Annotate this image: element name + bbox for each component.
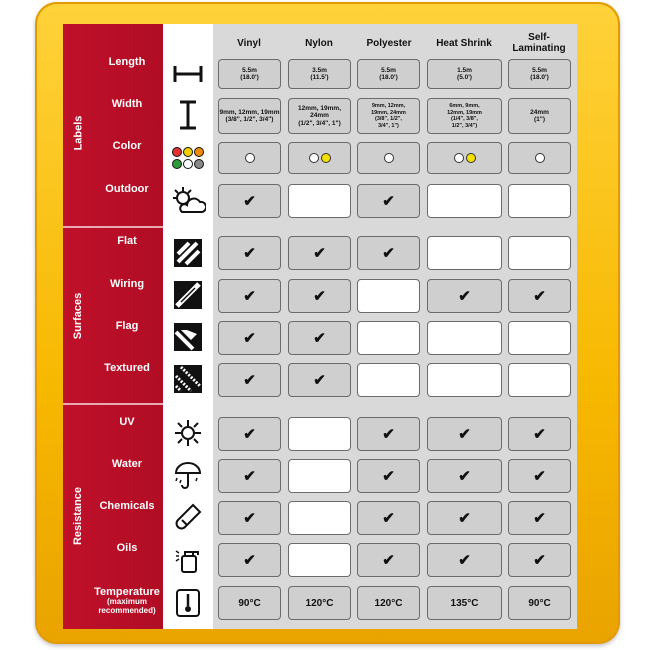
cell-flag-polyester [357,321,420,355]
sun-cloud-icon [168,183,208,217]
oil-spray-icon [168,542,208,576]
row-label-chemicals: Chemicals [99,500,155,512]
checkmark-icon: ✔ [243,288,256,305]
cell-outdoor-self-laminating [508,184,571,218]
cell-flag-nylon [288,321,351,355]
cell-text: 3/4", 1") [378,122,399,129]
flag-wrap-icon [168,320,208,354]
checkmark-icon: ✔ [243,330,256,347]
cell-oils-heat-shrink [427,543,502,577]
cell-length-nylon [288,59,351,89]
checkmark-icon: ✔ [313,330,326,347]
cell-length-polyester [357,59,420,89]
white-color-dot-icon [535,153,545,163]
test-tube-icon [168,500,208,534]
checkmark-icon: ✔ [533,288,546,305]
cell-uv-polyester [357,417,420,451]
temperature-value: 90°C [238,597,261,609]
checkmark-icon: ✔ [243,426,256,443]
cell-wiring-heat-shrink [427,279,502,313]
cell-water-self-laminating [508,459,571,493]
cell-oils-polyester [357,543,420,577]
cell-textured-self-laminating [508,363,571,397]
cell-textured-vinyl [218,363,281,397]
temperature-note: recommended) [98,606,156,615]
row-label-width: Width [111,98,143,110]
cell-outdoor-polyester [357,184,420,218]
cell-oils-vinyl [218,543,281,577]
cell-text: (3/8", 1/2", 3/4") [225,116,274,123]
cell-flat-polyester [357,236,420,270]
cell-uv-self-laminating [508,417,571,451]
cell-width-polyester [357,98,420,134]
row-label-flag: Flag [115,320,139,332]
cell-temperature-heat-shrink [427,586,502,620]
cell-wiring-vinyl [218,279,281,313]
cell-text: 5.5m [242,66,257,74]
cell-temperature-vinyl [218,586,281,620]
cell-text: 9mm, 12mm, 19mm [219,108,280,116]
cell-outdoor-nylon [288,184,351,218]
cell-flat-heat-shrink [427,236,502,270]
checkmark-icon: ✔ [458,552,471,569]
cell-flat-vinyl [218,236,281,270]
checkmark-icon: ✔ [243,510,256,527]
cell-text: 9mm, 12mm, [371,103,406,109]
cell-water-heat-shrink [427,459,502,493]
cell-length-heat-shrink [427,59,502,89]
cell-outdoor-vinyl [218,184,281,218]
checkmark-icon: ✔ [243,552,256,569]
cell-text: (3/8", 1/2", [375,116,402,122]
checkmark-icon: ✔ [382,468,395,485]
cell-flag-self-laminating [508,321,571,355]
cell-uv-heat-shrink [427,417,502,451]
yellow-color-dot-icon [466,153,476,163]
row-label-textured: Textured [104,362,150,374]
checkmark-icon: ✔ [458,426,471,443]
row-label-water: Water [111,458,143,470]
yellow-color-dot-icon [321,153,331,163]
cell-temperature-polyester [357,586,420,620]
checkmark-icon: ✔ [382,426,395,443]
cell-width-heat-shrink [427,98,502,134]
cell-oils-self-laminating [508,543,571,577]
cell-chemicals-heat-shrink [427,501,502,535]
cell-text: 1/2", 3/4") [451,122,478,129]
cell-outdoor-heat-shrink [427,184,502,218]
checkmark-icon: ✔ [313,288,326,305]
width-icon [168,99,208,131]
cell-text: 5.5m [532,66,547,74]
cell-text: (18.0') [530,74,549,81]
cell-width-vinyl [218,98,281,134]
column-header-heat-shrink: Heat Shrink [436,38,492,49]
cell-temperature-nylon [288,586,351,620]
cell-temperature-self-laminating [508,586,571,620]
checkmark-icon: ✔ [313,372,326,389]
temperature-value: 90°C [528,597,551,609]
cell-wiring-nylon [288,279,351,313]
cell-chemicals-nylon [288,501,351,535]
checkmark-icon: ✔ [458,510,471,527]
cell-text: (1/4", 3/8", [451,116,478,122]
row-label-color: Color [112,140,142,152]
checkmark-icon: ✔ [533,426,546,443]
cell-length-self-laminating [508,59,571,89]
color-dots-icon [168,143,208,173]
cell-text: (5.0') [457,74,472,81]
cell-oils-nylon [288,543,351,577]
cell-width-self-laminating [508,98,571,134]
cell-flag-heat-shrink [427,321,502,355]
checkmark-icon: ✔ [533,468,546,485]
cell-textured-heat-shrink [427,363,502,397]
cell-textured-nylon [288,363,351,397]
cell-flag-vinyl [218,321,281,355]
white-color-dot-icon [454,153,464,163]
checkmark-icon: ✔ [382,193,395,210]
cell-color-vinyl [218,142,281,174]
checkmark-icon: ✔ [382,552,395,569]
cell-water-nylon [288,459,351,493]
cell-flat-nylon [288,236,351,270]
length-icon [168,60,208,88]
temperature-value: 120°C [305,597,334,609]
cell-water-polyester [357,459,420,493]
white-color-dot-icon [245,153,255,163]
checkmark-icon: ✔ [533,552,546,569]
temperature-value: 135°C [450,597,479,609]
row-label-uv: UV [119,416,135,428]
cell-color-polyester [357,142,420,174]
cell-textured-polyester [357,363,420,397]
temperature-value: 120°C [374,597,403,609]
checkmark-icon: ✔ [243,372,256,389]
checkmark-icon: ✔ [382,245,395,262]
row-label-temperature: Temperature (maximum recommended) [94,586,160,615]
cell-text: 12mm, 19mm [447,109,482,116]
cell-text: 12mm, 19mm, 24mm [298,104,341,120]
cell-water-vinyl [218,459,281,493]
textured-surface-icon [168,362,208,396]
group-resistance: Resistance [72,486,84,546]
row-label-outdoor: Outdoor [105,183,149,195]
column-header-polyester: Polyester [366,38,412,49]
cell-text: (18.0') [240,74,259,81]
cell-color-nylon [288,142,351,174]
cell-text: (18.0') [379,74,398,81]
cell-uv-vinyl [218,417,281,451]
cell-text: (1") [533,116,545,123]
row-label-wiring: Wiring [109,278,145,290]
cell-chemicals-polyester [357,501,420,535]
cell-chemicals-vinyl [218,501,281,535]
checkmark-icon: ✔ [313,245,326,262]
checkmark-icon: ✔ [243,468,256,485]
wiring-icon [168,278,208,312]
white-color-dot-icon [384,153,394,163]
cell-text: 24mm [530,108,549,116]
temperature-note: (maximum [106,597,147,606]
sun-icon [168,416,208,450]
umbrella-rain-icon [168,458,208,492]
group-labels: Labels [72,115,85,151]
row-label-flat: Flat [117,235,137,247]
column-header-nylon: Nylon [305,38,333,49]
flat-surface-icon [168,236,208,270]
cell-chemicals-self-laminating [508,501,571,535]
cell-text: (11.5') [310,74,329,81]
checkmark-icon: ✔ [458,468,471,485]
column-header-vinyl: Vinyl [237,38,261,49]
cell-text: 1.5m [457,66,472,74]
checkmark-icon: ✔ [382,510,395,527]
row-label-length: Length [108,56,146,68]
cell-text: 5.5m [381,66,396,74]
cell-wiring-self-laminating [508,279,571,313]
cell-width-nylon [288,98,351,134]
cell-text: 3.5m [312,66,327,74]
cell-color-self-laminating [508,142,571,174]
cell-length-vinyl [218,59,281,89]
group-surfaces: Surfaces [72,292,85,339]
cell-flat-self-laminating [508,236,571,270]
cell-text: (1/2", 3/4", 1") [298,119,341,127]
white-color-dot-icon [309,153,319,163]
checkmark-icon: ✔ [243,245,256,262]
cell-text: 6mm, 9mm, [449,103,480,109]
thermometer-icon [168,586,208,620]
cell-wiring-polyester [357,279,420,313]
checkmark-icon: ✔ [533,510,546,527]
checkmark-icon: ✔ [458,288,471,305]
column-header-self-laminating: Self-Laminating [512,32,566,54]
cell-uv-nylon [288,417,351,451]
row-label-oils: Oils [116,542,138,554]
cell-text: 19mm, 24mm [371,109,406,116]
checkmark-icon: ✔ [243,193,256,210]
cell-color-heat-shrink [427,142,502,174]
